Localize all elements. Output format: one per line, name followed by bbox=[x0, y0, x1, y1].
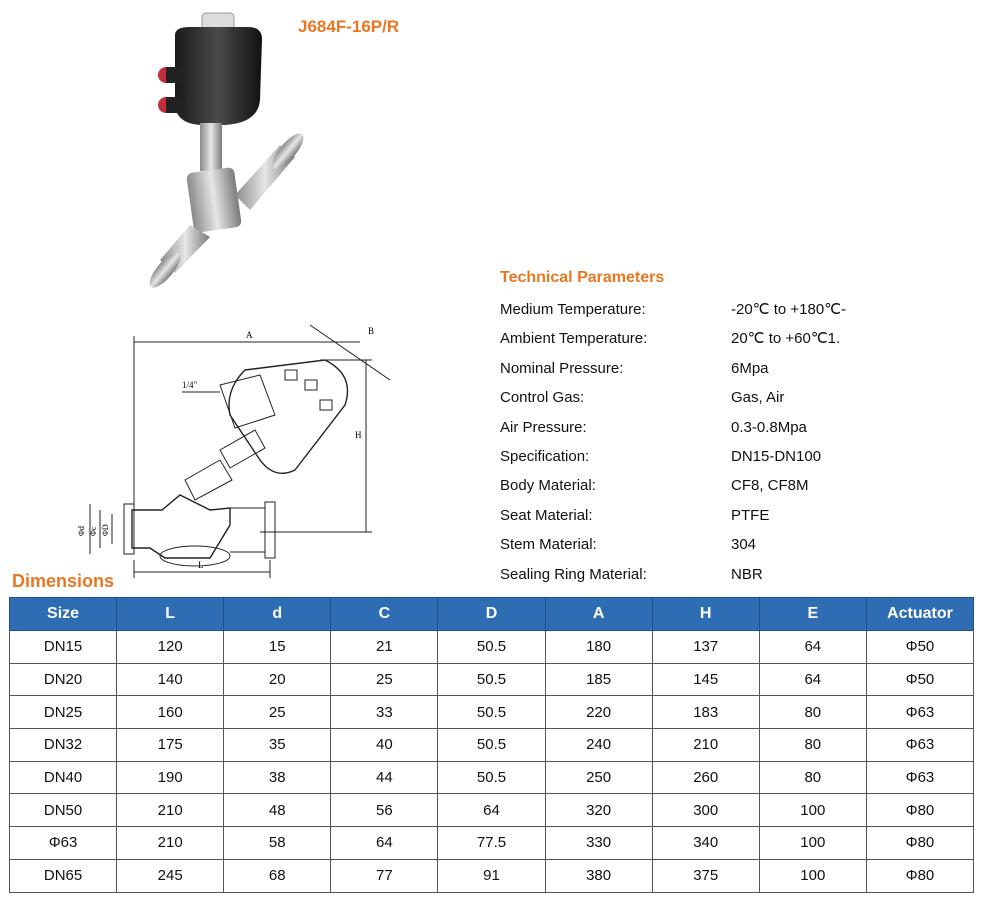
model-title: J684F-16P/R bbox=[298, 17, 400, 36]
column-header: L bbox=[117, 598, 224, 631]
table-cell: 68 bbox=[224, 859, 331, 892]
table-cell: Φ63 bbox=[866, 761, 973, 794]
table-cell: DN15 bbox=[10, 631, 117, 664]
param-row bbox=[500, 383, 920, 412]
table-cell: 80 bbox=[759, 729, 866, 762]
table-row bbox=[10, 696, 974, 729]
param-row bbox=[500, 295, 920, 324]
table-cell: 320 bbox=[545, 794, 652, 827]
table-cell: 20 bbox=[224, 663, 331, 696]
param-value: 6Mpa bbox=[731, 359, 769, 377]
table-cell: 180 bbox=[545, 631, 652, 664]
table-cell: 50.5 bbox=[438, 729, 545, 762]
param-row bbox=[500, 560, 920, 589]
param-value: 0.3-0.8Mpa bbox=[731, 418, 807, 436]
table-cell: Φ80 bbox=[866, 794, 973, 827]
dim-label-l: L bbox=[198, 560, 204, 570]
param-row bbox=[500, 324, 920, 353]
column-header: D bbox=[438, 598, 545, 631]
table-cell: 220 bbox=[545, 696, 652, 729]
param-label: Sealing Ring Material: bbox=[500, 565, 647, 583]
table-cell: 340 bbox=[652, 827, 759, 860]
technical-parameters-title: Technical Parameters bbox=[500, 269, 665, 286]
table-cell: 190 bbox=[117, 761, 224, 794]
column-header: d bbox=[224, 598, 331, 631]
table-cell: 50.5 bbox=[438, 696, 545, 729]
param-value: 304 bbox=[731, 536, 757, 554]
table-cell: DN32 bbox=[10, 729, 117, 762]
param-value: -20℃ to +180℃- bbox=[731, 301, 846, 318]
technical-drawing bbox=[70, 320, 390, 582]
table-cell: DN20 bbox=[10, 663, 117, 696]
column-header: E bbox=[759, 598, 866, 631]
table-cell: Φ63 bbox=[866, 729, 973, 762]
table-cell: DN40 bbox=[10, 761, 117, 794]
param-label: Seat Material: bbox=[500, 506, 593, 524]
table-row bbox=[10, 859, 974, 892]
table-cell: 91 bbox=[438, 859, 545, 892]
table-cell: 175 bbox=[117, 729, 224, 762]
technical-parameters-list bbox=[500, 295, 920, 589]
column-header: Actuator bbox=[866, 598, 973, 631]
table-cell: Φ50 bbox=[866, 663, 973, 696]
param-label: Air Pressure: bbox=[500, 418, 587, 436]
param-row bbox=[500, 501, 920, 530]
table-cell: 250 bbox=[545, 761, 652, 794]
table-cell: Φ50 bbox=[866, 631, 973, 664]
dim-label-d3: ΦD bbox=[101, 524, 110, 536]
column-header: Size bbox=[10, 598, 117, 631]
param-value: PTFE bbox=[731, 506, 770, 524]
param-value: CF8, CF8M bbox=[731, 477, 809, 495]
param-label: Specification: bbox=[500, 447, 590, 465]
table-cell: 40 bbox=[331, 729, 438, 762]
table-cell: 64 bbox=[331, 827, 438, 860]
table-cell: 38 bbox=[224, 761, 331, 794]
table-cell: 58 bbox=[224, 827, 331, 860]
table-cell: 137 bbox=[652, 631, 759, 664]
dim-label-h: H bbox=[355, 430, 362, 440]
table-cell: 145 bbox=[652, 663, 759, 696]
table-cell: 50.5 bbox=[438, 761, 545, 794]
table-row bbox=[10, 794, 974, 827]
table-cell: 25 bbox=[331, 663, 438, 696]
valve-product-image bbox=[130, 5, 310, 305]
table-cell: 25 bbox=[224, 696, 331, 729]
table-cell: 210 bbox=[117, 794, 224, 827]
table-cell: 77.5 bbox=[438, 827, 545, 860]
table-cell: 260 bbox=[652, 761, 759, 794]
table-body bbox=[10, 631, 974, 893]
dim-label-d2: Φc bbox=[89, 526, 98, 536]
table-cell: 210 bbox=[117, 827, 224, 860]
dimensions-table bbox=[9, 597, 974, 893]
dim-label-b: B bbox=[368, 326, 375, 336]
table-row bbox=[10, 663, 974, 696]
table-cell: 100 bbox=[759, 859, 866, 892]
table-cell: 330 bbox=[545, 827, 652, 860]
table-row bbox=[10, 827, 974, 860]
table-cell: 15 bbox=[224, 631, 331, 664]
param-value: 20℃ to +60℃1. bbox=[731, 330, 841, 348]
table-cell: 185 bbox=[545, 663, 652, 696]
table-cell: 183 bbox=[652, 696, 759, 729]
table-cell: 300 bbox=[652, 794, 759, 827]
param-row bbox=[500, 442, 920, 471]
column-header: C bbox=[331, 598, 438, 631]
table-cell: 100 bbox=[759, 827, 866, 860]
table-cell: 21 bbox=[331, 631, 438, 664]
table-cell: 240 bbox=[545, 729, 652, 762]
param-label: Stem Material: bbox=[500, 536, 597, 554]
param-label: Control Gas: bbox=[500, 389, 585, 407]
table-cell: DN50 bbox=[10, 794, 117, 827]
table-cell: Φ63 bbox=[866, 696, 973, 729]
param-value: Gas, Air bbox=[731, 389, 785, 407]
table-cell: 80 bbox=[759, 761, 866, 794]
table-cell: 56 bbox=[331, 794, 438, 827]
table-cell: 100 bbox=[759, 794, 866, 827]
param-row bbox=[500, 413, 920, 442]
table-cell: 64 bbox=[438, 794, 545, 827]
table-cell: 50.5 bbox=[438, 663, 545, 696]
param-label: Medium Temperature: bbox=[500, 301, 646, 318]
dim-label-d1: Φd bbox=[77, 526, 86, 536]
table-cell: 33 bbox=[331, 696, 438, 729]
table-cell: Φ80 bbox=[866, 859, 973, 892]
param-value: NBR bbox=[731, 565, 763, 583]
table-cell: 120 bbox=[117, 631, 224, 664]
table-row bbox=[10, 761, 974, 794]
table-row bbox=[10, 631, 974, 664]
param-label: Body Material: bbox=[500, 477, 596, 495]
table-cell: 64 bbox=[759, 631, 866, 664]
table-row bbox=[10, 729, 974, 762]
table-cell: 48 bbox=[224, 794, 331, 827]
column-header: H bbox=[652, 598, 759, 631]
table-cell: 80 bbox=[759, 696, 866, 729]
param-label: Nominal Pressure: bbox=[500, 359, 624, 377]
param-label: Ambient Temperature: bbox=[500, 330, 648, 348]
table-cell: 160 bbox=[117, 696, 224, 729]
table-cell: DN65 bbox=[10, 859, 117, 892]
table-cell: 245 bbox=[117, 859, 224, 892]
table-cell: 375 bbox=[652, 859, 759, 892]
table-cell: 44 bbox=[331, 761, 438, 794]
param-row bbox=[500, 471, 920, 500]
table-cell: 35 bbox=[224, 729, 331, 762]
table-cell: 50.5 bbox=[438, 631, 545, 664]
param-row bbox=[500, 354, 920, 383]
table-cell: DN25 bbox=[10, 696, 117, 729]
param-row bbox=[500, 530, 920, 559]
dimensions-title: Dimensions bbox=[12, 571, 115, 591]
dim-label-a: A bbox=[246, 330, 253, 340]
table-cell: 77 bbox=[331, 859, 438, 892]
table-header-row bbox=[10, 598, 974, 631]
table-cell: 210 bbox=[652, 729, 759, 762]
table-cell: 64 bbox=[759, 663, 866, 696]
table-cell: Φ80 bbox=[866, 827, 973, 860]
table-cell: 380 bbox=[545, 859, 652, 892]
column-header: A bbox=[545, 598, 652, 631]
table-cell: Φ63 bbox=[10, 827, 117, 860]
table-cell: 140 bbox=[117, 663, 224, 696]
param-value: DN15-DN100 bbox=[731, 447, 822, 465]
port-label: 1/4" bbox=[182, 380, 198, 390]
